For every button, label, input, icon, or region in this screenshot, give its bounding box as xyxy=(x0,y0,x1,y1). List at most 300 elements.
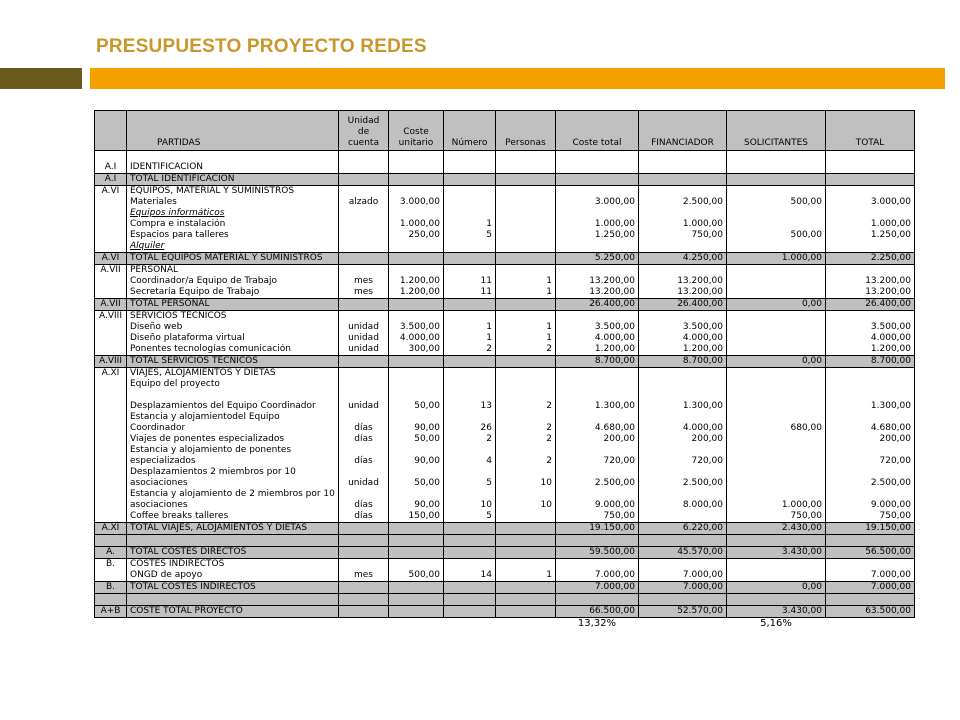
cell-unidad: unidad xyxy=(339,401,389,412)
cell-total: 200,00 xyxy=(826,434,915,445)
cell-total: 19.150,00 xyxy=(826,523,915,535)
cell-total xyxy=(826,559,915,571)
cell-numero: 1 xyxy=(444,322,496,333)
cell-unidad xyxy=(339,559,389,571)
cell-partida: IDENTIFICACIÓN xyxy=(127,162,339,174)
cell-solicitantes xyxy=(727,333,826,344)
cell-unidad xyxy=(339,390,389,401)
table-total-row xyxy=(95,547,915,559)
cell-numero: 11 xyxy=(444,287,496,299)
cell-coste-total xyxy=(556,186,639,198)
cell-personas xyxy=(496,311,556,323)
cell-solicitantes xyxy=(727,162,826,174)
cell-total: 4.000,00 xyxy=(826,333,915,344)
table-row xyxy=(95,265,915,277)
cell-unidad: días xyxy=(339,434,389,445)
cell-numero: 10 xyxy=(444,489,496,511)
cell-numero: 5 xyxy=(444,467,496,489)
cell-solicitantes xyxy=(727,311,826,323)
cell-coste-total xyxy=(556,379,639,390)
cell-code xyxy=(95,412,127,434)
cell-solicitantes xyxy=(727,151,826,163)
cell-financiador xyxy=(639,151,727,163)
cell-partida: Compra e instalación xyxy=(127,219,339,230)
header-coste-total: Coste total xyxy=(556,111,639,151)
header-financiador: FINANCIADOR xyxy=(639,111,727,151)
table-row xyxy=(95,311,915,323)
cell-total: 8.700,00 xyxy=(826,356,915,368)
cell-solicitantes: 500,00 xyxy=(727,197,826,208)
table-row xyxy=(95,401,915,412)
cell-solicitantes: 2.430,00 xyxy=(727,523,826,535)
cell-total: 720,00 xyxy=(826,445,915,467)
cell-personas: 10 xyxy=(496,489,556,511)
cell-numero xyxy=(444,299,496,311)
cell-coste-total: 26.400,00 xyxy=(556,299,639,311)
cell-numero xyxy=(444,368,496,380)
cell-partida xyxy=(127,390,339,401)
cell-numero: 2 xyxy=(444,344,496,356)
cell-financiador xyxy=(639,241,727,253)
cell-solicitantes: 1.000,00 xyxy=(727,253,826,265)
table-row xyxy=(95,570,915,582)
cell-total: 750,00 xyxy=(826,511,915,523)
header-code xyxy=(95,111,127,151)
cell-solicitantes xyxy=(727,322,826,333)
cell-code xyxy=(95,333,127,344)
cell-total xyxy=(826,241,915,253)
cell-personas: 1 xyxy=(496,276,556,287)
table-total-row xyxy=(95,535,915,547)
cell-coste-unitario xyxy=(389,356,444,368)
cell-coste-unitario: 150,00 xyxy=(389,511,444,523)
cell-code xyxy=(95,511,127,523)
cell-total: 7.000,00 xyxy=(826,582,915,594)
cell-personas xyxy=(496,535,556,547)
cell-partida: SERVICIOS TÉCNICOS xyxy=(127,311,339,323)
cell-solicitantes xyxy=(727,434,826,445)
cell-numero xyxy=(444,208,496,219)
cell-personas: 1 xyxy=(496,570,556,582)
cell-numero xyxy=(444,174,496,186)
cell-total xyxy=(826,151,915,163)
cell-unidad xyxy=(339,535,389,547)
cell-coste-total xyxy=(556,390,639,401)
cell-total xyxy=(826,368,915,380)
cell-financiador xyxy=(639,368,727,380)
cell-coste-unitario: 50,00 xyxy=(389,467,444,489)
cell-financiador: 7.000,00 xyxy=(639,570,727,582)
cell-coste-total: 720,00 xyxy=(556,445,639,467)
cell-total xyxy=(826,311,915,323)
cell-personas xyxy=(496,559,556,571)
table-row xyxy=(95,322,915,333)
table-total-row xyxy=(95,523,915,535)
cell-unidad xyxy=(339,162,389,174)
table-total-row xyxy=(95,606,915,618)
cell-personas: 2 xyxy=(496,344,556,356)
cell-numero xyxy=(444,606,496,618)
cell-unidad: unidad xyxy=(339,344,389,356)
cell-unidad xyxy=(339,547,389,559)
cell-personas xyxy=(496,547,556,559)
cell-total xyxy=(826,594,915,606)
table-total-row xyxy=(95,594,915,606)
cell-solicitantes xyxy=(727,535,826,547)
cell-financiador: 6.220,00 xyxy=(639,523,727,535)
cell-code xyxy=(95,390,127,401)
cell-financiador: 4.250,00 xyxy=(639,253,727,265)
table-row xyxy=(95,368,915,380)
cell-numero xyxy=(444,594,496,606)
table-row xyxy=(95,559,915,571)
cell-total xyxy=(826,174,915,186)
cell-code xyxy=(95,287,127,299)
cell-coste-total xyxy=(556,208,639,219)
cell-code: A.VII xyxy=(95,299,127,311)
cell-unidad: alzado xyxy=(339,197,389,208)
cell-coste-unitario xyxy=(389,162,444,174)
cell-numero: 5 xyxy=(444,230,496,241)
cell-total xyxy=(826,265,915,277)
table-row xyxy=(95,412,915,434)
cell-solicitantes: 0,00 xyxy=(727,299,826,311)
cell-financiador: 8.700,00 xyxy=(639,356,727,368)
cell-financiador xyxy=(639,174,727,186)
cell-coste-total: 1.300,00 xyxy=(556,401,639,412)
table-row xyxy=(95,511,915,523)
cell-code xyxy=(95,322,127,333)
cell-personas: 10 xyxy=(496,467,556,489)
cell-coste-total: 8.700,00 xyxy=(556,356,639,368)
cell-coste-unitario: 500,00 xyxy=(389,570,444,582)
cell-coste-unitario xyxy=(389,547,444,559)
percentage-empty-cell xyxy=(127,618,339,630)
cell-coste-total: 4.680,00 xyxy=(556,412,639,434)
cell-unidad xyxy=(339,379,389,390)
cell-partida: Estancia y alojamientodel Equipo Coordinador xyxy=(127,412,339,434)
cell-coste-unitario xyxy=(389,390,444,401)
cell-personas xyxy=(496,241,556,253)
cell-coste-total: 1.200,00 xyxy=(556,344,639,356)
cell-total xyxy=(826,390,915,401)
table-total-row xyxy=(95,174,915,186)
cell-numero xyxy=(444,253,496,265)
cell-code xyxy=(95,594,127,606)
cell-numero: 4 xyxy=(444,445,496,467)
cell-total xyxy=(826,208,915,219)
cell-code: A.I xyxy=(95,174,127,186)
cell-partida: TOTAL EQUIPOS MATERIAL Y SUMINISTROS xyxy=(127,253,339,265)
cell-financiador: 1.300,00 xyxy=(639,401,727,412)
table-row xyxy=(95,276,915,287)
cell-code: A. xyxy=(95,547,127,559)
cell-coste-total: 66.500,00 xyxy=(556,606,639,618)
cell-unidad: unidad xyxy=(339,322,389,333)
table-header-row xyxy=(95,111,915,151)
cell-partida xyxy=(127,151,339,163)
cell-total: 2.250,00 xyxy=(826,253,915,265)
cell-solicitantes xyxy=(727,401,826,412)
cell-unidad: días xyxy=(339,489,389,511)
cell-personas xyxy=(496,368,556,380)
cell-coste-total xyxy=(556,265,639,277)
cell-code xyxy=(95,151,127,163)
cell-partida: Espacios para talleres xyxy=(127,230,339,241)
cell-numero: 26 xyxy=(444,412,496,434)
cell-financiador xyxy=(639,594,727,606)
cell-numero xyxy=(444,151,496,163)
cell-coste-unitario xyxy=(389,174,444,186)
cell-partida: Coffee breaks talleres xyxy=(127,511,339,523)
cell-total xyxy=(826,186,915,198)
cell-partida: Ponentes tecnologías comunicación xyxy=(127,344,339,356)
cell-total: 56.500,00 xyxy=(826,547,915,559)
cell-coste-total xyxy=(556,151,639,163)
cell-unidad xyxy=(339,523,389,535)
cell-partida xyxy=(127,594,339,606)
cell-financiador xyxy=(639,311,727,323)
cell-solicitantes xyxy=(727,186,826,198)
cell-financiador xyxy=(639,390,727,401)
cell-total: 9.000,00 xyxy=(826,489,915,511)
table-row xyxy=(95,344,915,356)
cell-financiador xyxy=(639,208,727,219)
cell-numero xyxy=(444,186,496,198)
cell-financiador xyxy=(639,559,727,571)
cell-coste-total: 59.500,00 xyxy=(556,547,639,559)
cell-coste-total: 5.250,00 xyxy=(556,253,639,265)
cell-coste-total: 13.200,00 xyxy=(556,287,639,299)
cell-coste-total: 1.000,00 xyxy=(556,219,639,230)
cell-code xyxy=(95,401,127,412)
cell-personas xyxy=(496,594,556,606)
cell-coste-unitario xyxy=(389,265,444,277)
cell-solicitantes xyxy=(727,379,826,390)
cell-total: 63.500,00 xyxy=(826,606,915,618)
cell-coste-unitario xyxy=(389,535,444,547)
cell-numero xyxy=(444,535,496,547)
cell-code: A.I xyxy=(95,162,127,174)
cell-partida: TOTAL SERVICIOS TÉCNICOS xyxy=(127,356,339,368)
table-row xyxy=(95,467,915,489)
cell-code xyxy=(95,344,127,356)
budget-table xyxy=(94,110,915,629)
cell-unidad xyxy=(339,151,389,163)
table-total-row xyxy=(95,356,915,368)
cell-coste-unitario: 250,00 xyxy=(389,230,444,241)
cell-coste-unitario: 3.500,00 xyxy=(389,322,444,333)
cell-unidad xyxy=(339,606,389,618)
cell-coste-unitario xyxy=(389,241,444,253)
cell-financiador xyxy=(639,511,727,523)
table-row xyxy=(95,434,915,445)
cell-coste-unitario: 1.000,00 xyxy=(389,219,444,230)
cell-solicitantes: 0,00 xyxy=(727,582,826,594)
cell-financiador: 4.000,00 xyxy=(639,333,727,344)
cell-partida: Desplazamientos del Equipo Coordinador xyxy=(127,401,339,412)
cell-numero: 5 xyxy=(444,511,496,523)
cell-code: A.VII xyxy=(95,265,127,277)
cell-unidad xyxy=(339,265,389,277)
cell-partida: Estancia y alojamiento de 2 miembros por 10 asociaciones xyxy=(127,489,339,511)
cell-code: A.VIII xyxy=(95,356,127,368)
cell-coste-unitario xyxy=(389,559,444,571)
table-row xyxy=(95,445,915,467)
cell-financiador: 720,00 xyxy=(639,445,727,467)
table-row xyxy=(95,287,915,299)
table-row xyxy=(95,219,915,230)
cell-solicitantes xyxy=(727,287,826,299)
cell-solicitantes: 0,00 xyxy=(727,356,826,368)
cell-unidad xyxy=(339,230,389,241)
cell-coste-unitario: 50,00 xyxy=(389,434,444,445)
cell-coste-total: 750,00 xyxy=(556,511,639,523)
cell-partida: Secretaría Equipo de Trabajo xyxy=(127,287,339,299)
cell-code xyxy=(95,445,127,467)
cell-total: 4.680,00 xyxy=(826,412,915,434)
cell-total: 3.000,00 xyxy=(826,197,915,208)
cell-numero: 14 xyxy=(444,570,496,582)
cell-numero xyxy=(444,559,496,571)
cell-total xyxy=(826,535,915,547)
cell-coste-total xyxy=(556,559,639,571)
cell-code xyxy=(95,241,127,253)
cell-coste-total xyxy=(556,241,639,253)
cell-personas: 2 xyxy=(496,412,556,434)
cell-coste-unitario: 3.000,00 xyxy=(389,197,444,208)
cell-numero xyxy=(444,162,496,174)
cell-personas: 1 xyxy=(496,287,556,299)
cell-coste-unitario: 50,00 xyxy=(389,401,444,412)
cell-personas xyxy=(496,379,556,390)
cell-numero: 2 xyxy=(444,434,496,445)
cell-coste-total xyxy=(556,535,639,547)
cell-partida: Alquiler xyxy=(127,241,339,253)
cell-numero xyxy=(444,241,496,253)
cell-unidad xyxy=(339,582,389,594)
cell-partida: TOTAL VIAJES, ALOJAMIENTOS Y DIETAS xyxy=(127,523,339,535)
cell-coste-unitario xyxy=(389,606,444,618)
cell-total: 26.400,00 xyxy=(826,299,915,311)
cell-financiador: 1.000,00 xyxy=(639,219,727,230)
cell-unidad xyxy=(339,219,389,230)
cell-unidad xyxy=(339,356,389,368)
header-partidas: PARTIDAS xyxy=(127,111,339,151)
cell-partida: Coordinador/a Equipo de Trabajo xyxy=(127,276,339,287)
cell-numero xyxy=(444,356,496,368)
cell-financiador xyxy=(639,162,727,174)
cell-coste-total: 200,00 xyxy=(556,434,639,445)
cell-numero xyxy=(444,197,496,208)
cell-financiador: 7.000,00 xyxy=(639,582,727,594)
cell-solicitantes xyxy=(727,559,826,571)
cell-partida: TOTAL PERSONAL xyxy=(127,299,339,311)
cell-coste-unitario: 1.200,00 xyxy=(389,276,444,287)
cell-solicitantes xyxy=(727,570,826,582)
cell-unidad: días xyxy=(339,412,389,434)
cell-solicitantes xyxy=(727,241,826,253)
cell-personas xyxy=(496,299,556,311)
cell-solicitantes: 500,00 xyxy=(727,230,826,241)
cell-personas xyxy=(496,197,556,208)
cell-numero xyxy=(444,265,496,277)
cell-coste-unitario: 90,00 xyxy=(389,412,444,434)
percentage-empty-cell xyxy=(639,618,727,630)
cell-solicitantes: 680,00 xyxy=(727,412,826,434)
cell-coste-total: 4.000,00 xyxy=(556,333,639,344)
cell-partida: COSTE TOTAL PROYECTO xyxy=(127,606,339,618)
cell-total: 1.250,00 xyxy=(826,230,915,241)
cell-numero xyxy=(444,523,496,535)
cell-numero xyxy=(444,311,496,323)
cell-partida: Desplazamientos 2 miembros por 10 asociaciones xyxy=(127,467,339,489)
cell-financiador: 1.200,00 xyxy=(639,344,727,356)
cell-unidad: mes xyxy=(339,570,389,582)
cell-unidad xyxy=(339,311,389,323)
cell-coste-unitario: 90,00 xyxy=(389,445,444,467)
table-row xyxy=(95,241,915,253)
cell-code xyxy=(95,489,127,511)
cell-code: A.VI xyxy=(95,253,127,265)
cell-financiador: 8.000,00 xyxy=(639,489,727,511)
percentage-row xyxy=(95,618,915,630)
cell-numero: 11 xyxy=(444,276,496,287)
cell-unidad: días xyxy=(339,445,389,467)
percentage-empty-cell xyxy=(339,618,389,630)
cell-coste-unitario: 300,00 xyxy=(389,344,444,356)
cell-code xyxy=(95,276,127,287)
cell-code xyxy=(95,467,127,489)
cell-solicitantes xyxy=(727,265,826,277)
cell-personas xyxy=(496,390,556,401)
cell-personas xyxy=(496,151,556,163)
percentage-empty-cell xyxy=(95,618,127,630)
cell-unidad xyxy=(339,594,389,606)
cell-personas xyxy=(496,174,556,186)
table-row xyxy=(95,151,915,163)
cell-financiador xyxy=(639,186,727,198)
cell-total: 7.000,00 xyxy=(826,570,915,582)
cell-total: 1.200,00 xyxy=(826,344,915,356)
cell-code: B. xyxy=(95,559,127,571)
cell-financiador: 3.500,00 xyxy=(639,322,727,333)
cell-personas xyxy=(496,219,556,230)
table-row xyxy=(95,489,915,511)
table-row xyxy=(95,197,915,208)
cell-partida: Materiales xyxy=(127,197,339,208)
cell-code: B. xyxy=(95,582,127,594)
cell-code: A.XI xyxy=(95,368,127,380)
cell-numero xyxy=(444,390,496,401)
table-row xyxy=(95,379,915,390)
cell-coste-total: 13.200,00 xyxy=(556,276,639,287)
cell-coste-unitario xyxy=(389,299,444,311)
cell-solicitantes xyxy=(727,219,826,230)
cell-coste-total: 3.500,00 xyxy=(556,322,639,333)
cell-unidad: unidad xyxy=(339,333,389,344)
cell-partida: COSTES INDIRECTOS xyxy=(127,559,339,571)
cell-partida xyxy=(127,535,339,547)
cell-coste-unitario xyxy=(389,186,444,198)
cell-code xyxy=(95,197,127,208)
table-row xyxy=(95,208,915,219)
cell-coste-total: 9.000,00 xyxy=(556,489,639,511)
percentage-empty-cell xyxy=(389,618,444,630)
cell-personas xyxy=(496,511,556,523)
cell-coste-unitario xyxy=(389,379,444,390)
cell-coste-unitario xyxy=(389,311,444,323)
